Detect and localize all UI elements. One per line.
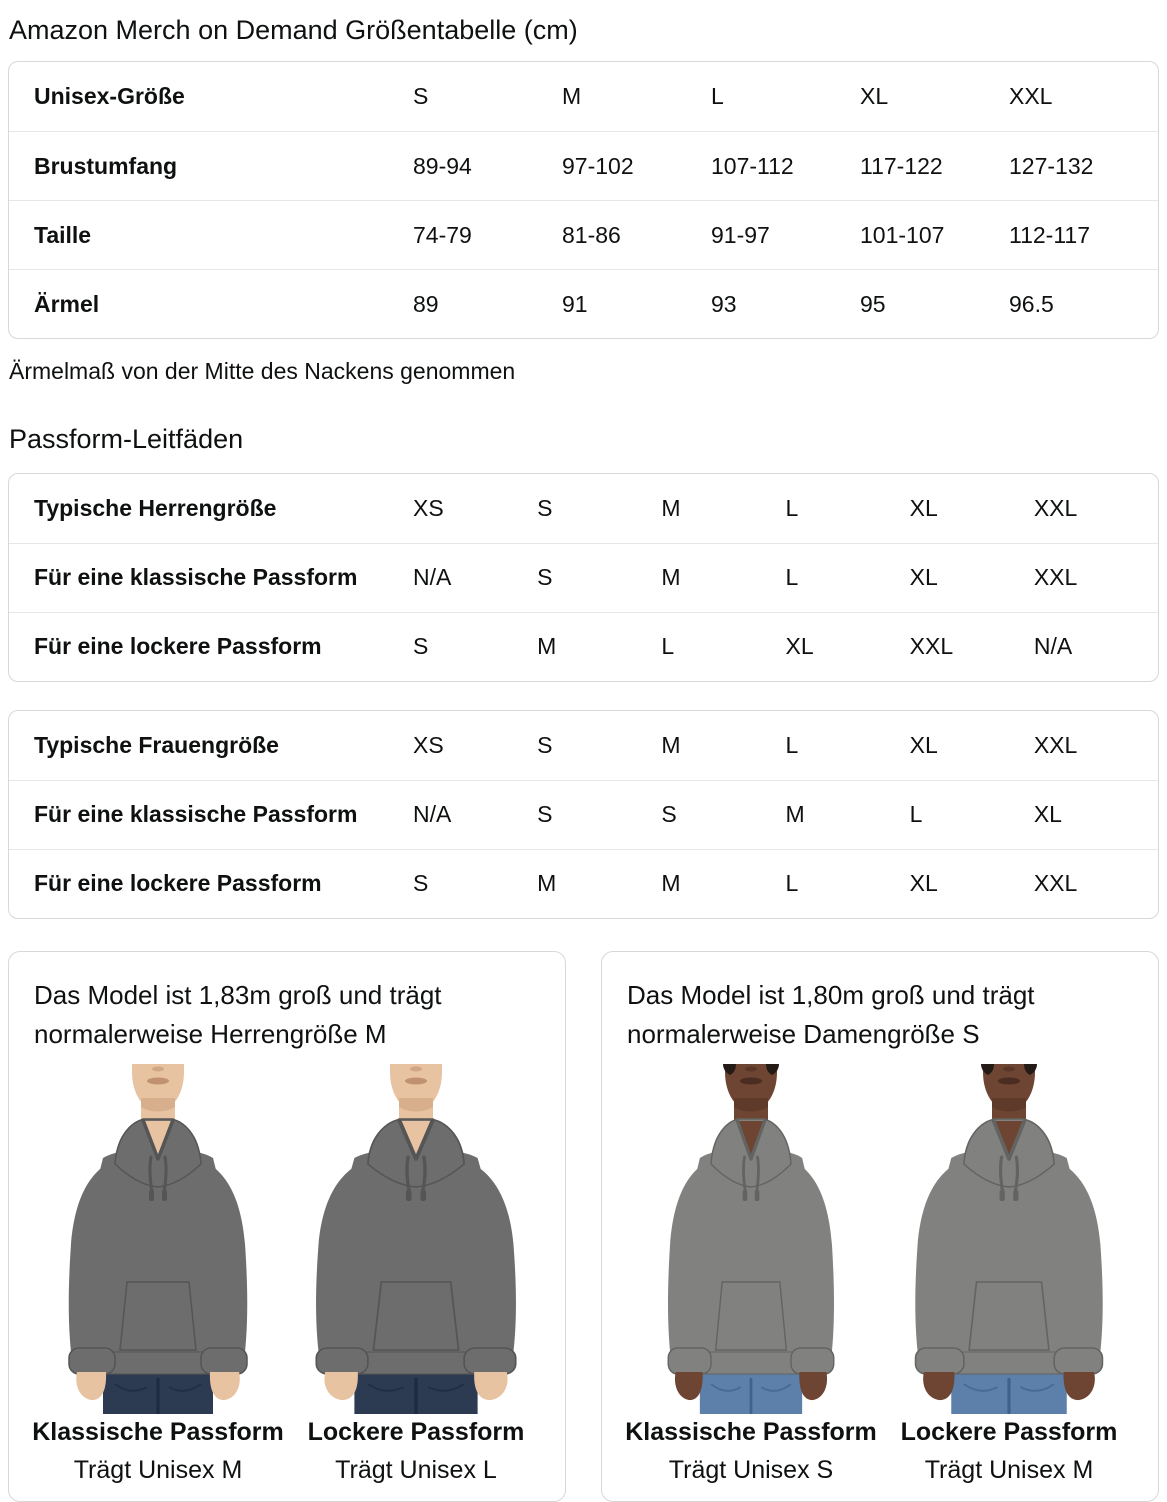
- size-cell: 96.5: [1009, 290, 1054, 317]
- row-label: Unisex-Größe: [34, 83, 185, 110]
- model-figure: [884, 1064, 1134, 1485]
- size-cell: XL: [909, 564, 938, 591]
- size-cell: XL: [785, 633, 814, 660]
- size-cell: L: [785, 494, 799, 521]
- fit-label: Klassische Passform: [625, 1417, 877, 1446]
- size-cell: XXL: [1033, 494, 1078, 521]
- row-label: Für eine klassische Passform: [34, 801, 358, 828]
- table-row: [9, 131, 1158, 200]
- size-cell: XXL: [909, 633, 954, 660]
- size-cell: M: [537, 633, 557, 660]
- size-cell: 97-102: [562, 152, 634, 179]
- model-figures: [626, 1064, 1134, 1485]
- size-cell: XL: [909, 870, 938, 897]
- size-cell: S: [413, 870, 429, 897]
- size-cell: XS: [413, 494, 444, 521]
- size-cell: S: [537, 564, 553, 591]
- hoodie-model-illustration: [291, 1064, 541, 1414]
- fit-size-label: Trägt Unisex L: [335, 1455, 497, 1484]
- size-cell: M: [537, 870, 557, 897]
- fit-size-label: Trägt Unisex S: [668, 1455, 834, 1484]
- model-figure: [291, 1064, 541, 1485]
- size-cell: XS: [413, 731, 444, 758]
- size-cell: 91-97: [711, 221, 770, 248]
- table-row: [9, 780, 1158, 849]
- table-row: [9, 62, 1158, 131]
- hoodie-model-illustration: [33, 1064, 283, 1414]
- table-row: [9, 269, 1158, 338]
- size-cell: XL: [909, 494, 938, 521]
- size-cell: L: [711, 83, 724, 110]
- model-photo-classic-fit: [33, 1064, 283, 1414]
- size-cell: S: [537, 801, 553, 828]
- size-cell: XXL: [1009, 83, 1053, 110]
- size-cell: L: [909, 801, 923, 828]
- model-photo-loose-fit: [291, 1064, 541, 1414]
- size-cell: 74-79: [413, 221, 472, 248]
- female-model-card: [601, 951, 1159, 1502]
- size-cell: M: [661, 564, 681, 591]
- size-cell: XXL: [1033, 870, 1078, 897]
- size-cell: S: [537, 494, 553, 521]
- row-label: Für eine klassische Passform: [34, 564, 358, 591]
- size-cell: XL: [1033, 801, 1062, 828]
- size-cell: 89: [413, 290, 439, 317]
- model-cards: [8, 951, 1159, 1502]
- size-cell: S: [413, 83, 429, 110]
- table-row: [9, 612, 1158, 681]
- fit-label: Lockere Passform: [307, 1417, 525, 1446]
- size-cell: M: [661, 870, 681, 897]
- model-description: Das Model ist 1,80m groß und trägt normalerweise Damengröße S: [627, 979, 1035, 1049]
- table-row: [9, 474, 1158, 543]
- table-row: [9, 543, 1158, 612]
- size-cell: 127-132: [1009, 152, 1094, 179]
- row-label: Ärmel: [34, 290, 100, 317]
- size-cell: 117-122: [860, 152, 943, 179]
- size-cell: L: [785, 564, 799, 591]
- size-cell: XXL: [1033, 564, 1078, 591]
- row-label: Taille: [34, 221, 92, 248]
- womens-fit-table: [8, 710, 1159, 919]
- fit-size-label: Trägt Unisex M: [924, 1455, 1094, 1484]
- row-label: Typische Frauengröße: [34, 731, 279, 758]
- size-cell: L: [661, 633, 675, 660]
- size-cell: XXL: [1033, 731, 1078, 758]
- male-model-card: [8, 951, 566, 1502]
- size-cell: 107-112: [711, 152, 794, 179]
- size-cell: 101-107: [860, 221, 945, 248]
- fit-guides-heading: Passform-Leitfäden: [9, 424, 244, 455]
- model-photo-classic-fit: [626, 1064, 876, 1414]
- size-cell: M: [562, 83, 582, 110]
- size-cell: 91: [562, 290, 588, 317]
- unisex-size-table: [8, 61, 1159, 339]
- table-row: [9, 711, 1158, 780]
- size-cell: 95: [860, 290, 886, 317]
- size-cell: S: [661, 801, 677, 828]
- size-cell: 93: [711, 290, 737, 317]
- size-cell: M: [785, 801, 805, 828]
- size-cell: 81-86: [562, 221, 621, 248]
- row-label: Typische Herrengröße: [34, 494, 277, 521]
- fit-label: Klassische Passform: [32, 1417, 284, 1446]
- page-title: Amazon Merch on Demand Größentabelle (cm): [9, 15, 578, 45]
- size-cell: N/A: [413, 801, 452, 828]
- model-photo-loose-fit: [884, 1064, 1134, 1414]
- size-cell: 89-94: [413, 152, 472, 179]
- model-figure: [33, 1064, 283, 1485]
- fit-label: Lockere Passform: [900, 1417, 1118, 1446]
- mens-fit-table: [8, 473, 1159, 682]
- table-row: [9, 849, 1158, 918]
- size-cell: N/A: [413, 564, 452, 591]
- table-row: [9, 200, 1158, 269]
- size-cell: S: [413, 633, 429, 660]
- size-cell: L: [785, 870, 799, 897]
- row-label: Brustumfang: [34, 152, 178, 179]
- size-cell: XL: [909, 731, 938, 758]
- size-cell: N/A: [1033, 633, 1073, 660]
- size-cell: L: [785, 731, 799, 758]
- size-cell: XL: [860, 83, 889, 110]
- hoodie-model-illustration: [884, 1064, 1134, 1414]
- row-label: Für eine lockere Passform: [34, 633, 322, 660]
- size-cell: M: [661, 731, 681, 758]
- model-figures: [33, 1064, 541, 1485]
- size-cell: M: [661, 494, 681, 521]
- size-cell: S: [537, 731, 553, 758]
- hoodie-model-illustration: [626, 1064, 876, 1414]
- sleeve-measure-note: Ärmelmaß von der Mitte des Nackens genommen: [9, 358, 516, 385]
- model-description: Das Model ist 1,83m groß und trägt normalerweise Herrengröße M: [34, 979, 442, 1049]
- fit-size-label: Trägt Unisex M: [73, 1455, 243, 1484]
- row-label: Für eine lockere Passform: [34, 870, 322, 897]
- model-figure: [626, 1064, 876, 1485]
- size-cell: 112-117: [1009, 221, 1090, 248]
